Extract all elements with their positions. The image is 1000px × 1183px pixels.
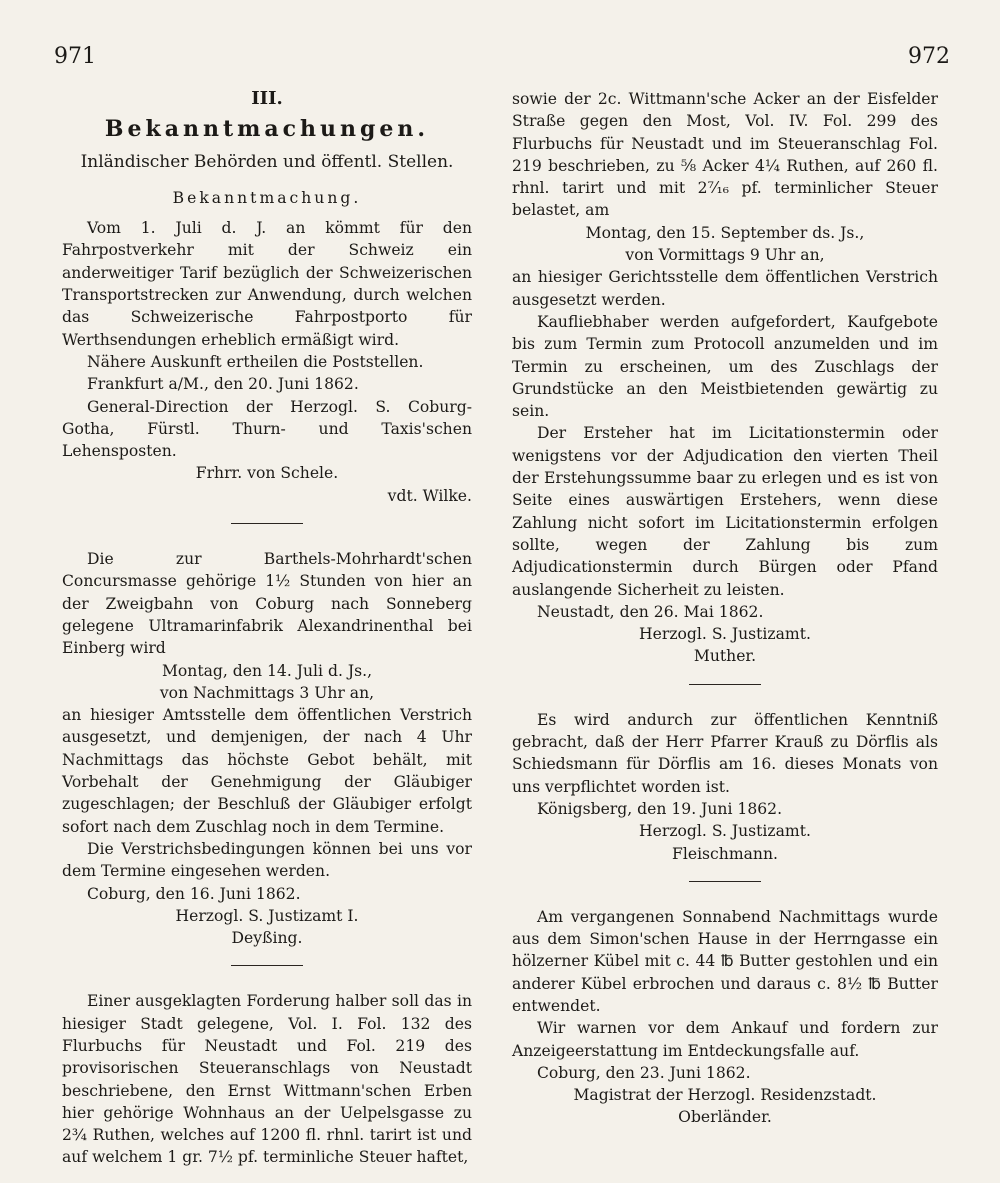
notice3-date-line2: von Vormittags 9 Uhr an, (625, 246, 825, 265)
notice3-body2: an hiesiger Gerichtsstelle dem öffentlichen Verstrich ausgesetzt werden. (512, 268, 938, 309)
notice4-signer: Fleischmann. (672, 844, 778, 863)
left-column (62, 88, 472, 1169)
notice1-heading: Bekanntmachung. (172, 188, 362, 207)
notice2-signer: Deyßing. (231, 929, 303, 948)
notice3-date: Neustadt, den 26. Mai 1862. (536, 602, 764, 621)
notice4-body: Es wird andurch zur öffentlichen Kenntniß gebracht, daß der Herr Pfarrer Krauß zu Dörflis als Schiedsmann für Dörflis am 16. dieses Monats von uns verpflichtet worden ist. (512, 710, 938, 796)
section-title: Bekanntmachungen. (104, 116, 430, 143)
notice3-cont-body: sowie der 2c. Wittmann'sche Acker an der Eisfelder Straße gegen den Most, Vol. IV. Fol. 299 des Flurbuchs für Neustadt und im Steueranschlag Fol. 219 beschrieben, zu ⅝ Acker 4¼ Ruthen, auf 260 fl. rhnl. tarirt und mit 2⁷⁄₁₆ pf. terminlicher Steuer belastet, am (512, 90, 938, 220)
divider (689, 684, 761, 685)
notice3-body4: Der Ersteher hat im Licitationstermin oder wenigstens vor der Adjudication den vierten Theil der Erstehungssumme baar zu erlegen und es ist von Seite eines auswärtigen Erstehers, wenn diese Zahlung nicht sofort im Licitationstermin erfolgen sollte, wegen der Zahlung bis zum Adjudicationstermin durch Bürgen oder Pfand auslangende Sicherheit zu leisten. (512, 424, 938, 599)
divider (231, 965, 303, 966)
notice1-signer: Frhrr. von Schele. (195, 464, 339, 483)
notice1-date: Frankfurt a/M., den 20. Juni 1862. (86, 375, 359, 394)
notice5-warning: Wir warnen vor dem Ankauf und fordern zur Anzeigeerstattung im Entdeckungsfalle auf. (512, 1019, 938, 1060)
notice2-date-line1: Montag, den 14. Juli d. Js., (161, 661, 373, 680)
notice1-vdt: vdt. Wilke. (387, 486, 472, 505)
notice3-signer: Muther. (693, 647, 757, 666)
notice5-body: Am vergangenen Sonnabend Nachmittags wurde aus dem Simon'schen Hause in der Herrngasse ein hölzerner Kübel mit c. 44 ℔ Butter gestohlen und ein anderer Kübel erbrochen und daraus c. 8½ ℔ Butter entwendet. (512, 907, 938, 1015)
right-column (512, 88, 938, 1129)
notice1-body: Vom 1. Juli d. J. an kömmt für den Fahrpostverkehr mit der Schweiz ein anderweitiger Tarif bezüglich der Schweizerischen Transportstrecken zur Anwendung, durch welchen das Schweizerische Fahrpostporto für Werthsendungen erheblich ermäßigt wird. (62, 219, 472, 349)
notice4-date: Königsberg, den 19. Juni 1862. (536, 799, 783, 818)
notice5-date: Coburg, den 23. Juni 1862. (536, 1063, 751, 1082)
notice1-info: Nähere Auskunft ertheilen die Poststellen. (86, 352, 424, 371)
section-number: III. (251, 88, 283, 109)
notice3-body: Einer ausgeklagten Forderung halber soll das in hiesiger Stadt gelegene, Vol. I. Fol. 132 des Flurbuchs für Neustadt und Fol. 219 des provisorischen Steueranschlags von Neustadt beschriebene, den Ernst Wittmann'schen Erben hier gehörige Wohnhaus an der Uelpelsgasse zu 2¾ Ruthen, welches auf 1200 fl. rhnl. tarirt ist und auf welchem 1 gr. 7½ pf. terminliche Steuer haftet, (62, 992, 472, 1167)
notice1-authority: General-Direction der Herzogl. S. Coburg-Gotha, Fürstl. Thurn- und Taxis'schen Lehensposten. (62, 397, 472, 461)
page-number-left: 971 (54, 44, 96, 69)
notice2-authority: Herzogl. S. Justizamt I. (175, 906, 359, 925)
notice2-date-line2: von Nachmittags 3 Uhr an, (159, 683, 375, 702)
page-number-right: 972 (908, 44, 950, 69)
notice3-date-line1: Montag, den 15. September ds. Js., (585, 223, 865, 242)
section-subtitle: Inländischer Behörden und öffentl. Stellen. (80, 151, 454, 172)
divider (689, 881, 761, 882)
notice4-authority: Herzogl. S. Justizamt. (639, 822, 811, 841)
divider (231, 523, 303, 524)
notice2-body2: an hiesiger Amtsstelle dem öffentlichen Verstrich ausgesetzt, und demjenigen, der nach 4 Uhr Nachmittags das höchste Gebot behält, mit Vorbehalt der Genehmigung der Gläubiger zugeschlagen; der Beschluß der Gläubiger erfolgt sofort nach dem Zuschlag noch in dem Termine. (62, 706, 472, 836)
notice2-date: Coburg, den 16. Juni 1862. (86, 884, 301, 903)
notice5-authority: Magistrat der Herzogl. Residenzstadt. (573, 1086, 877, 1105)
notice2-conditions: Die Verstrichsbedingungen können bei uns vor dem Termine eingesehen werden. (62, 839, 472, 881)
notice3-body3: Kaufliebhaber werden aufgefordert, Kaufgebote bis zum Termin zum Protocoll anzumelden und im Termin zu erscheinen, um des Zuschlags der Grundstücke an den Meistbietenden gewärtig zu sein. (512, 312, 938, 421)
notice3-authority: Herzogl. S. Justizamt. (639, 625, 811, 644)
notice2-body: Die zur Barthels-Mohrhardt'schen Concursmasse gehörige 1½ Stunden von hier an der Zweigbahn von Coburg nach Sonneberg gelegene Ultramarinfabrik Alexandrinenthal bei Einberg wird (62, 550, 472, 658)
notice5-signer: Oberländer. (678, 1108, 772, 1127)
